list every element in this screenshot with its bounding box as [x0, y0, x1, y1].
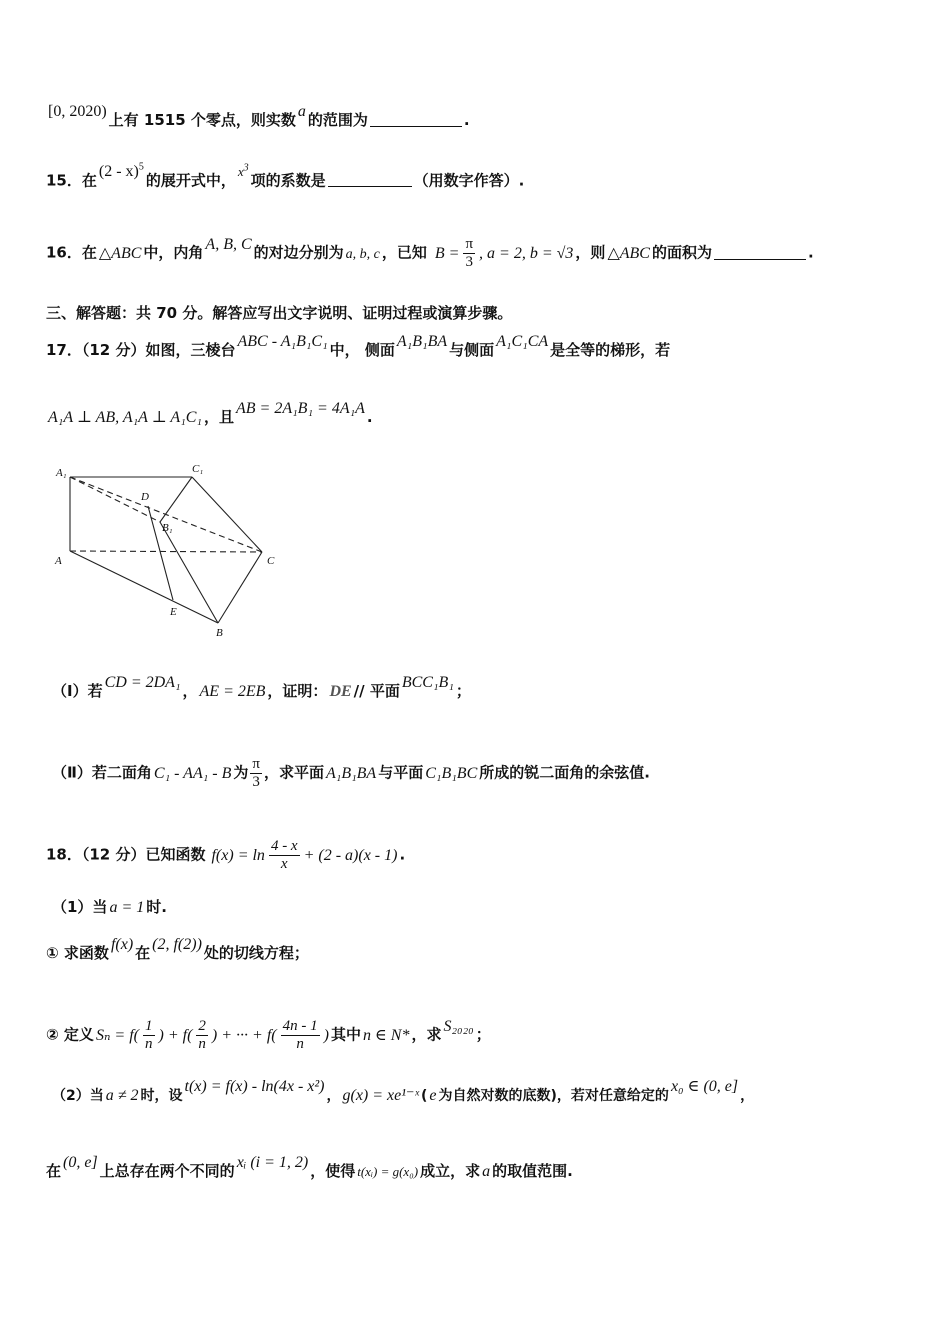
q15-text-c: （用数字作答）. — [413, 171, 525, 190]
q18-c2-s: Sₙ = f( — [95, 1026, 139, 1044]
q17-face-2: A₁C₁CA — [496, 333, 549, 350]
q16-num: 16．在 — [46, 243, 97, 262]
q18-c2-close: ) — [323, 1026, 329, 1044]
q17-p2-text-b: ，求平面 — [263, 763, 324, 782]
q17-p2-plane-2: C₁B₁BC — [425, 764, 478, 782]
q18-sub-2 — [46, 1018, 491, 1052]
q16-line — [46, 236, 814, 270]
q17-p2-text-a: 为 — [233, 763, 249, 782]
q17-part-2 — [52, 756, 650, 790]
q16-end: . — [807, 243, 814, 262]
q16-pi-over-3: $\frac{\pi}{3}$ — [465, 236, 474, 270]
q18-c2-domain: n ∈ N* — [362, 1026, 410, 1044]
q16-text-d: ，则 — [575, 243, 606, 262]
q18-p2-l2-xi: xᵢ (i = 1, 2) — [236, 1154, 309, 1171]
dashed-a1-c — [70, 477, 262, 552]
q17-prism: ABC - A₁B₁C₁ — [237, 333, 328, 350]
q16-cond-rest: , a = 2, b = √3 — [479, 244, 574, 262]
q17-text-a: 中， 侧面 — [329, 341, 395, 359]
q18-f-lhs: f(x) = ln — [211, 846, 265, 864]
segment-d-e — [148, 506, 173, 600]
q18-p2-g: g(x) = xe¹⁻ˣ — [342, 1087, 420, 1104]
q18-c2-frac-3: $\frac{4n - 1}{n}$ — [282, 1018, 318, 1052]
q14-text-a: 上有 1515 个零点，则实数 — [108, 111, 296, 129]
section-3-heading: 三、解答题：共 70 分。解答应写出文字说明、证明过程或演算步骤。 — [46, 304, 513, 322]
q16-cond-b: B = — [434, 244, 460, 262]
q18-end: . — [399, 845, 406, 864]
label-a: A — [55, 555, 62, 567]
label-c1: C₁ — [192, 463, 204, 475]
q14-var: a — [297, 103, 306, 120]
q18-c1-tail: 处的切线方程； — [203, 944, 309, 962]
q17-text-c: 是全等的梯形，若 — [550, 341, 671, 359]
q15-num: 15．在 — [46, 171, 97, 190]
q18-p1-cond: a = 1 — [109, 899, 145, 916]
q18-c2-frac-2: $\frac{2}{n}$ — [198, 1018, 206, 1052]
q17-p1-text-a: ，证明： — [267, 682, 328, 700]
q14-interval: [0, 2020) — [48, 103, 107, 120]
q15-answer-blank — [328, 172, 412, 187]
q18-p2-l2-a-var: a — [482, 1163, 491, 1180]
q18-p2-paren-a: ( — [421, 1088, 428, 1104]
q17-figure — [48, 460, 288, 640]
q17-p2-text-d: 所成的锐二面角的余弦值. — [479, 763, 650, 782]
q18-p2-cond: a ≠ 2 — [105, 1087, 139, 1104]
q18-line — [46, 838, 405, 872]
q17-num: 17．（12 分）如图，三棱台 — [46, 341, 236, 359]
q17-text-d: ，且 — [203, 408, 234, 426]
edge-b1-b — [160, 522, 218, 623]
q14-answer-blank — [370, 112, 462, 127]
q15-text-b: 项的系数是 — [250, 171, 326, 190]
q18-c2-frac-1: $\frac{1}{n}$ — [145, 1018, 153, 1052]
q16-text-b: 的对边分别为 — [253, 243, 344, 262]
q18-c2-label: ② 定义 — [46, 1025, 94, 1044]
q15-line — [46, 162, 525, 190]
edge-c1-b1 — [160, 477, 192, 522]
q17-p1-de: DE — [329, 683, 352, 700]
q18-p2-e: e — [429, 1087, 437, 1104]
label-b: B — [216, 627, 223, 639]
q16-angles: A, B, C — [205, 235, 252, 253]
q18-p2-l2-d: 成立，求 — [420, 1162, 481, 1180]
q17-text-b: 与侧面 — [449, 341, 495, 359]
q18-p2-l2-eq: t(xᵢ) = g(x₀) — [357, 1164, 419, 1179]
q16-triangle: △ABC — [98, 244, 142, 262]
q18-p2-sep: ， — [326, 1088, 341, 1104]
q18-c2-text: 其中 — [330, 1025, 361, 1044]
q18-p2-paren-b: 为自然对数的底数)，若对任意给定的 — [438, 1088, 669, 1104]
q18-c2-target: S₂₀₂₀ — [443, 1017, 474, 1035]
q18-p2-label: （2）当 — [52, 1088, 104, 1104]
q18-sub-1 — [46, 936, 309, 962]
q18-p2-text-a: 时，设 — [140, 1088, 183, 1104]
q18-p2-l2-interval: (0, e] — [63, 1154, 98, 1171]
q17-face-1: A₁B₁BA — [396, 333, 448, 350]
q15-expr: (2 - x)$^5$ — [98, 162, 144, 181]
q17-p2-pi-over-3: $\frac{\pi}{3}$ — [252, 756, 260, 790]
q18-part-2-line-2 — [46, 1154, 573, 1180]
q18-p1-tail: 时. — [146, 898, 167, 916]
q16-text-e: 的面积为 — [651, 243, 712, 262]
label-c: C — [267, 555, 275, 567]
q18-part-2-line-1 — [52, 1078, 755, 1104]
q18-p2-x0: x₀ ∈ (0, e] — [670, 1078, 739, 1095]
edge-b-c — [218, 552, 262, 623]
q18-log-fraction: $\frac{4 - x}{x}$ — [270, 838, 298, 872]
q14-text-b: 的范围为 — [307, 111, 368, 129]
edge-a-b — [70, 551, 218, 623]
q18-p2-l2-a: 在 — [46, 1162, 62, 1180]
label-b1: B₁ — [162, 522, 173, 534]
q16-answer-blank — [714, 245, 806, 260]
q16-triangle-2: △ABC — [607, 244, 650, 262]
q18-p2-t: t(x) = f(x) - ln(4x - x²) — [184, 1078, 325, 1095]
q18-c1-f: f(x) — [110, 936, 134, 953]
q18-c2-text-2: ，求 — [411, 1025, 442, 1044]
q17-p2-angle: C₁ - AA₁ - B — [153, 764, 232, 782]
q17-p1-c1: CD = 2DA₁ — [104, 674, 181, 691]
q16-text-a: 中，内角 — [143, 243, 204, 262]
q17-p2-text-c: 与平面 — [378, 763, 424, 782]
q18-f-rest: + (2 - a)(x - 1) — [303, 846, 398, 864]
q18-p2-comma: ， — [740, 1088, 755, 1104]
q18-p1-label: （1）当 — [52, 898, 108, 916]
q18-p2-l2-b: 上总存在两个不同的 — [99, 1162, 235, 1180]
q16-sides: a, b, c — [345, 246, 380, 262]
label-d: D — [141, 491, 149, 503]
q16-text-c: ，已知 — [381, 243, 427, 262]
q17-p1-plane: BCC₁B₁ — [401, 674, 454, 691]
q17-line-2 — [46, 400, 373, 426]
q17-cond-1: A₁A ⊥ AB, A₁A ⊥ A₁C₁ — [48, 409, 202, 426]
label-e: E — [170, 606, 177, 618]
q14-end: . — [463, 111, 470, 129]
q17-p2-label: （Ⅱ）若二面角 — [52, 763, 152, 782]
edge-c1-c — [192, 477, 262, 552]
q15-text-a: 的展开式中， — [145, 171, 236, 190]
q17-p1-end: ； — [455, 682, 471, 700]
q17-p1-sep: ， — [182, 682, 198, 700]
q18-part-1 — [52, 900, 167, 916]
q17-part-1 — [52, 674, 471, 700]
q18-c2-end: ； — [475, 1025, 491, 1044]
q14-tail-line — [46, 103, 470, 129]
q18-c2-mid-1: ) + f( — [158, 1026, 193, 1044]
q18-c2-mid-2: ) + ··· + f( — [211, 1026, 277, 1044]
q18-c1-point: (2, f(2)) — [152, 936, 202, 953]
q18-c1-label: ① 求函数 — [46, 944, 109, 962]
q15-term: $x^3$ — [237, 163, 249, 180]
q18-p2-l2-e: 的取值范围. — [492, 1162, 573, 1180]
q18-num: 18．（12 分）已知函数 — [46, 845, 206, 864]
q17-cond-2: AB = 2A₁B₁ = 4A₁A — [236, 400, 365, 417]
dashed-a-c — [70, 551, 262, 552]
q18-p2-l2-c: ，使得 — [310, 1162, 356, 1180]
q17-p1-text-b: // 平面 — [353, 682, 400, 700]
q17-line-1 — [46, 333, 671, 359]
q17-p1-c2: AE = 2EB — [199, 683, 266, 700]
q17-p2-plane-1: A₁B₁BA — [325, 764, 377, 782]
q18-c1-at: 在 — [135, 944, 151, 962]
label-a1: A₁ — [56, 467, 67, 479]
q17-end: . — [366, 408, 373, 426]
q17-p1-label: （Ⅰ）若 — [52, 682, 103, 700]
